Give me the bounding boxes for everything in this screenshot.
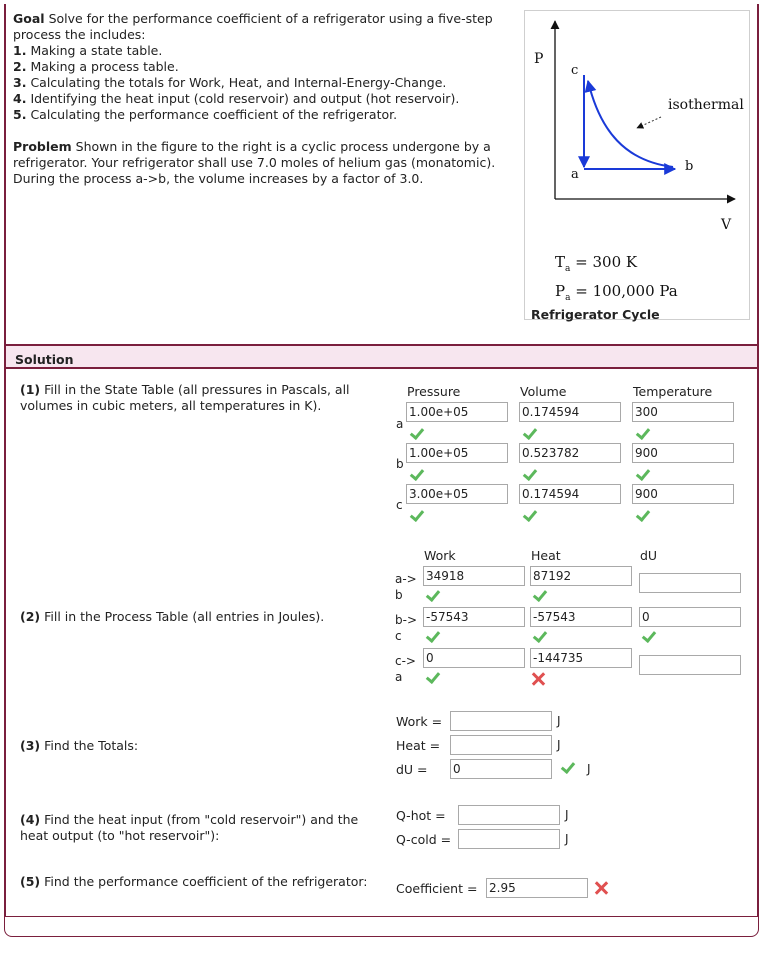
solution-panel: [4, 344, 759, 926]
step-number: (2): [20, 609, 41, 624]
correct-check-icon: [634, 508, 650, 522]
figure-caption: Refrigerator Cycle: [531, 307, 660, 322]
total-work-label: Work =: [396, 714, 443, 729]
total-heat-label: Heat =: [396, 738, 441, 753]
correct-check-icon: [408, 426, 424, 440]
goal-step: [13, 107, 518, 123]
process-row-label-ca: c->a: [395, 654, 416, 684]
process-bc-du-input[interactable]: 0: [639, 607, 741, 627]
correct-check-icon: [408, 508, 424, 522]
pv-diagram-figure: [524, 10, 750, 320]
state-col-temperature: Temperature: [633, 384, 713, 399]
problem-description: Shown in the figure to the right is a cyclic process undergone by a refrigerator. Your refrigerator shall use 7.0 moles of helium gas (monatomic). During the process a->b, the volume increases by a factor of 3.0.: [13, 139, 496, 186]
incorrect-x-icon: [594, 881, 608, 895]
p-axis-label: P: [534, 51, 544, 67]
process-ca-work-input[interactable]: 0: [423, 648, 525, 668]
goal-step-num: 1.: [13, 43, 27, 58]
point-a-label: a: [571, 167, 579, 182]
ta-symbol: T: [555, 253, 566, 271]
pa-symbol: P: [555, 282, 566, 300]
process-ab-heat-input[interactable]: 87192: [530, 566, 632, 586]
ta-subscript: a: [565, 264, 571, 274]
correct-check-icon: [521, 508, 537, 522]
process-row-label-ab: a->b: [395, 572, 417, 602]
step-2-instruction: [20, 609, 375, 625]
correct-check-icon: [531, 629, 547, 643]
ta-value: = 300 K: [575, 253, 638, 271]
correct-check-icon: [521, 426, 537, 440]
state-row-label-c: c: [396, 498, 403, 512]
goal-step-text: Making a state table.: [30, 43, 163, 58]
correct-check-icon: [424, 588, 440, 602]
correct-check-icon: [531, 588, 547, 602]
correct-check-icon: [408, 467, 424, 481]
correct-check-icon: [559, 760, 575, 774]
state-c-temperature-input[interactable]: 900: [632, 484, 734, 504]
pv-diagram: [525, 11, 751, 321]
total-work-input[interactable]: [450, 711, 552, 731]
state-c-volume-input[interactable]: 0.174594: [519, 484, 621, 504]
state-a-temperature-input[interactable]: 300: [632, 402, 734, 422]
q-cold-label: Q-cold =: [396, 832, 452, 847]
goal-description: Solve for the performance coefficient of a refrigerator using a five-step process the includes:: [13, 11, 493, 42]
q-hot-unit: J: [565, 808, 569, 822]
goal-step-text: Identifying the heat input (cold reservoir) and output (hot reservoir).: [30, 91, 460, 106]
incorrect-x-icon: [531, 672, 545, 686]
total-du-input[interactable]: 0: [450, 759, 552, 779]
step-text: Fill in the Process Table (all entries in Joules).: [44, 609, 325, 624]
q-hot-label: Q-hot =: [396, 808, 446, 823]
total-du-label: dU =: [396, 762, 428, 777]
state-a-pressure-input[interactable]: 1.00e+05: [406, 402, 508, 422]
state-a-volume-input[interactable]: 0.174594: [519, 402, 621, 422]
q-cold-unit: J: [565, 832, 569, 846]
step-number: (4): [20, 812, 41, 827]
pa-value: = 100,000 Pa: [575, 282, 678, 300]
process-ab-work-input[interactable]: 34918: [423, 566, 525, 586]
step-5-instruction: [20, 874, 375, 890]
state-b-pressure-input[interactable]: 1.00e+05: [406, 443, 508, 463]
goal-step: [13, 91, 518, 107]
point-b-label: b: [685, 159, 694, 174]
goal-step-text: Calculating the performance coefficient of the refrigerator.: [30, 107, 398, 122]
pa-subscript: a: [565, 293, 571, 303]
state-row-label-b: b: [396, 457, 404, 471]
state-row-label-a: a: [396, 417, 404, 431]
goal-step-num: 3.: [13, 75, 27, 90]
ta-annotation: [555, 253, 637, 274]
step-number: (1): [20, 382, 41, 397]
goal-step-num: 5.: [13, 107, 27, 122]
bottom-panel-edge: [4, 916, 759, 937]
goal-label: Goal: [13, 11, 45, 26]
goal-step-text: Calculating the totals for Work, Heat, and Internal-Energy-Change.: [30, 75, 447, 90]
point-c-label: c: [571, 63, 579, 78]
process-bc-heat-input[interactable]: -57543: [530, 607, 632, 627]
state-b-temperature-input[interactable]: 900: [632, 443, 734, 463]
process-col-du: dU: [640, 548, 658, 563]
state-col-pressure: Pressure: [407, 384, 461, 399]
process-row-label-bc: b->c: [395, 613, 418, 643]
total-du-unit: J: [587, 762, 591, 776]
step-4-instruction: [20, 812, 375, 844]
correct-check-icon: [521, 467, 537, 481]
step-number: (5): [20, 874, 41, 889]
goal-paragraph: [13, 11, 518, 43]
coefficient-label: Coefficient =: [396, 881, 478, 896]
correct-check-icon: [424, 670, 440, 684]
process-col-work: Work: [424, 548, 456, 563]
total-work-unit: J: [557, 714, 561, 728]
correct-check-icon: [640, 629, 656, 643]
goal-text: [13, 11, 518, 187]
process-ab-du-input[interactable]: [639, 573, 741, 593]
process-ca-heat-input[interactable]: -144735: [530, 648, 632, 668]
problem-paragraph: [13, 139, 518, 187]
q-cold-input[interactable]: [458, 829, 560, 849]
correct-check-icon: [424, 629, 440, 643]
step-text: Find the Totals:: [44, 738, 139, 753]
state-col-volume: Volume: [520, 384, 567, 399]
state-b-volume-input[interactable]: 0.523782: [519, 443, 621, 463]
isothermal-label: isothermal: [668, 97, 744, 113]
step-text: Fill in the State Table (all pressures in Pascals, all volumes in cubic meters, all temperatures in K).: [20, 382, 350, 413]
goal-step: [13, 59, 518, 75]
goal-step: [13, 75, 518, 91]
problem-label: Problem: [13, 139, 72, 154]
v-axis-label: V: [721, 217, 732, 233]
step-text: Find the performance coefficient of the refrigerator:: [44, 874, 368, 889]
correct-check-icon: [634, 467, 650, 481]
total-heat-input[interactable]: [450, 735, 552, 755]
q-hot-input[interactable]: [458, 805, 560, 825]
process-b-c-isotherm: [588, 81, 673, 167]
solution-header: Solution: [6, 346, 757, 369]
goal-step-text: Making a process table.: [30, 59, 179, 74]
step-3-instruction: [20, 738, 375, 754]
total-heat-unit: J: [557, 738, 561, 752]
goal-step: [13, 43, 518, 59]
step-number: (3): [20, 738, 41, 753]
goal-step-num: 4.: [13, 91, 27, 106]
step-1-instruction: [20, 382, 375, 414]
process-bc-work-input[interactable]: -57543: [423, 607, 525, 627]
step-text: Find the heat input (from "cold reservoir") and the heat output (to "hot reservoir"):: [20, 812, 359, 843]
correct-check-icon: [634, 426, 650, 440]
process-col-heat: Heat: [531, 548, 561, 563]
process-ca-du-input[interactable]: [639, 655, 741, 675]
goal-step-num: 2.: [13, 59, 27, 74]
coefficient-input[interactable]: 2.95: [486, 878, 588, 898]
state-c-pressure-input[interactable]: 3.00e+05: [406, 484, 508, 504]
pa-annotation: [555, 282, 678, 303]
isothermal-pointer: [637, 117, 661, 128]
goal-panel: [4, 4, 759, 344]
